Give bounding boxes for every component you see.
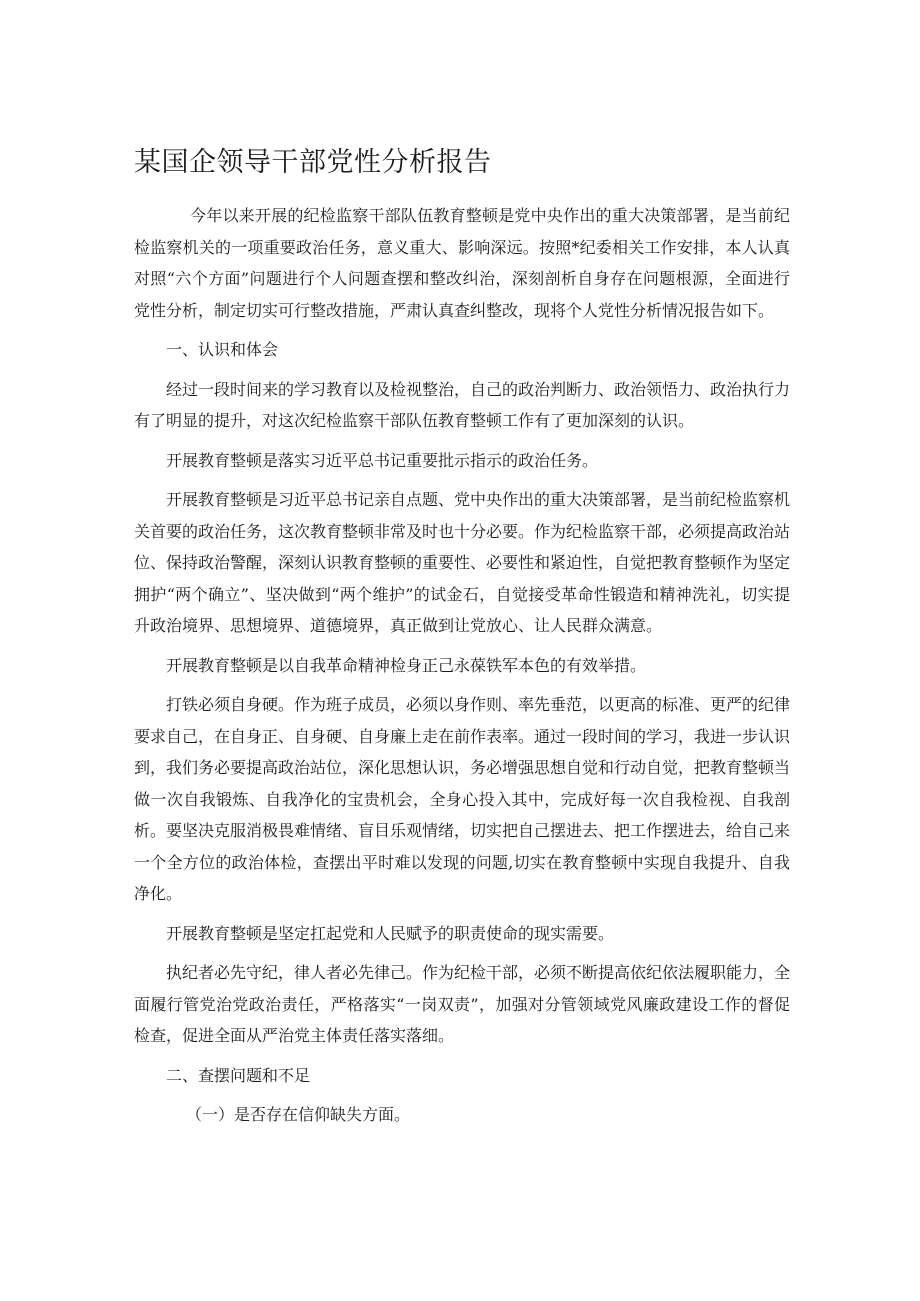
subsection-heading: （一）是否存在信仰缺失方面。 bbox=[186, 1105, 411, 1124]
body-paragraph: 经过一段时间来的学习教育以及检视整治，自己的政治判断力、政治领悟力、政治执行力有了明显的提升，对这次纪检监察干部队伍教育整顿工作有了更加深刻的认识。 bbox=[134, 379, 791, 430]
body-paragraph: 打铁必须自身硬。作为班子成员，必须以身作则、率先垂范，以更高的标准、更严的纪律要求自己，在自身正、自身硬、自身廉上走在前作表率。通过一段时间的学习，我进一步认识到，我们务必要提高政治站位，深化思想认识，务必增强思想自觉和行动自觉，把教育整顿当做一次自我锻炼、自我净化的宝贵机会，全身心投入其中，完成好每一次自我检视、自我剖析。要坚决克服消极畏难情绪、盲目乐观情绪，切实把自己摆进去、把工作摆进去，给自己来一个全方位的政治体检，查摆出平时难以发现的问题,切实在教育整顿中实现自我提升、自我净化。 bbox=[134, 695, 791, 903]
body-paragraph: 执纪者必先守纪，律人者必先律己。作为纪检干部，必须不断提高依纪依法履职能力，全面履行管党治党政治责任，严格落实“一岗双责”，加强对分管领域党风廉政建设工作的督促检查，促进全面从严治党主体责任落实落细。 bbox=[134, 963, 791, 1045]
body-paragraph: 开展教育整顿是习近平总书记亲自点题、党中央作出的重大决策部署，是当前纪检监察机关首要的政治任务，这次教育整顿非常及时也十分必要。作为纪检监察干部，必须提高政治站位、保持政治警醒，深刻认识教育整顿的重要性、必要性和紧迫性，自觉把教育整顿作为坚定拥护“两个确立”、坚决做到“两个维护”的试金石，自觉接受革命性锻造和精神洗礼，切实提升政治境界、思想境界、道德境界，真正做到让党放心、让人民群众满意。 bbox=[134, 490, 791, 635]
point-heading: 开展教育整顿是坚定扛起党和人民赋予的职责使命的现实需要。 bbox=[166, 923, 615, 943]
document-body bbox=[134, 200, 790, 1131]
document-title: 某国企领导干部党性分析报告 bbox=[134, 147, 492, 178]
section-heading-1: 一、认识和体会 bbox=[166, 340, 279, 359]
point-heading: 开展教育整顿是以自我革命精神检身正己永葆铁军本色的有效举措。 bbox=[166, 655, 647, 675]
section-heading-2: 二、查摆问题和不足 bbox=[166, 1065, 311, 1085]
intro-paragraph: 今年以来开展的纪检监察干部队伍教育整顿是党中央作出的重大决策部署，是当前纪检监察机关的一项重要政治任务，意义重大、影响深远。按照*纪委相关工作安排，本人认真对照“六个方面”问题进行个人问题查摆和整改纠治，深刻剖析自身存在问题根源，全面进行党性分析，制定切实可行整改措施，严肃认真查纠整改，现将个人党性分析情况报告如下。 bbox=[134, 206, 790, 320]
point-heading: 开展教育整顿是落实习近平总书记重要批示指示的政治任务。 bbox=[166, 450, 599, 470]
